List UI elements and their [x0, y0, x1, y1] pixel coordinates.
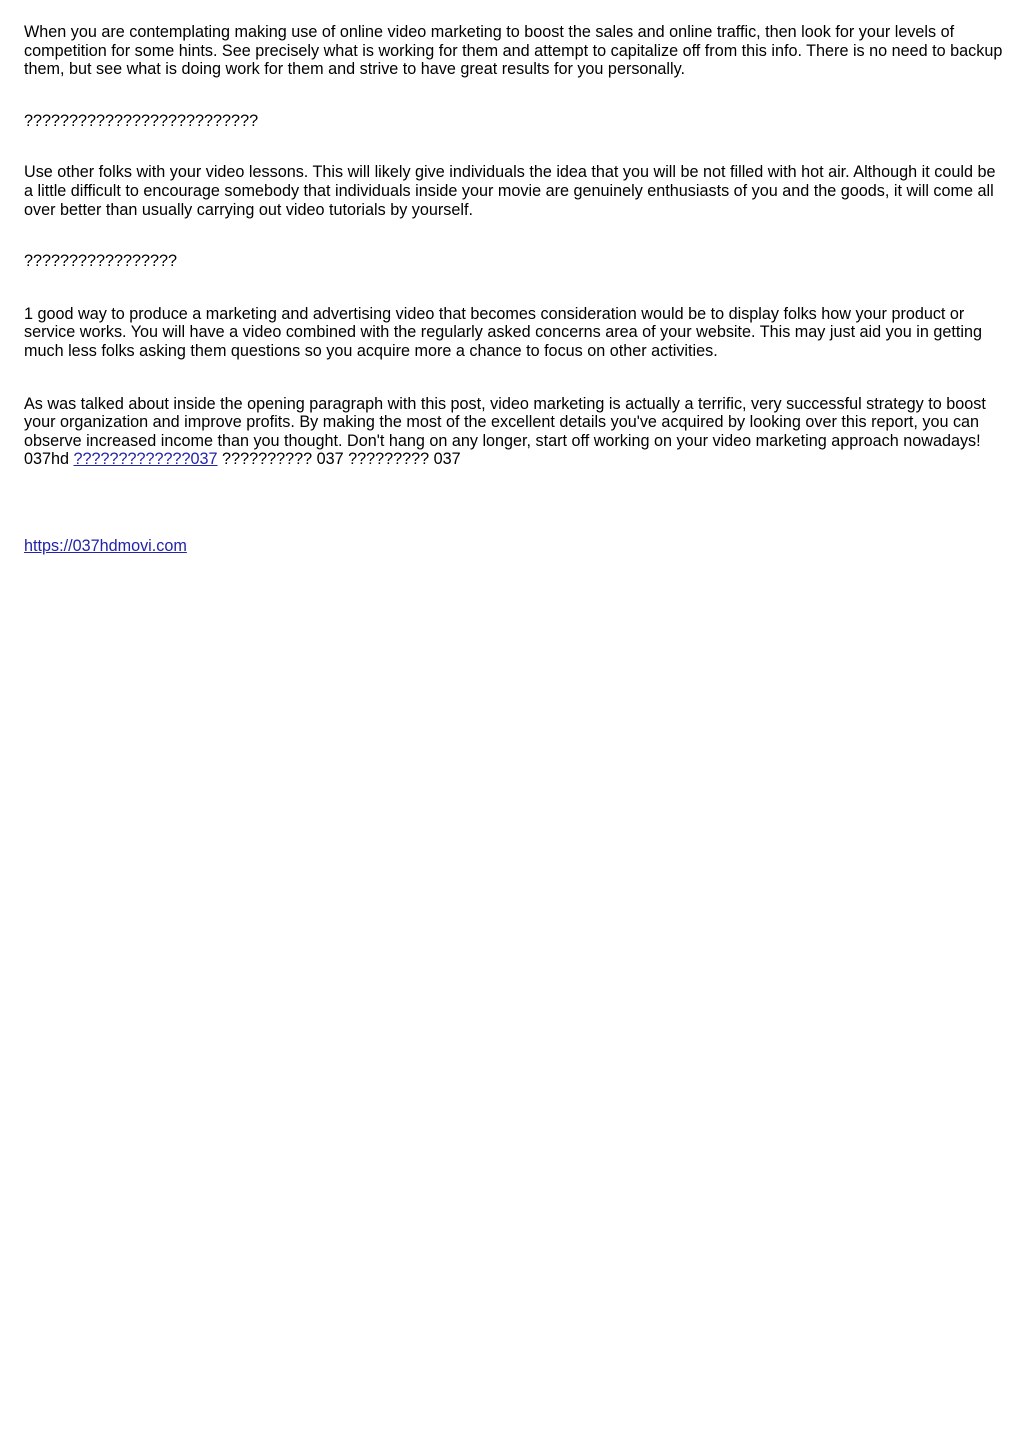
conclusion-tail: ?????????? 037 ????????? 037	[217, 450, 461, 469]
paragraph-competition: When you are contemplating making use of online video marketing to boost the sales and online traffic, then look for your levels of competition for some hints. See precisely what is working for them and attempt to capitalize off from this info. There is no need to backup them, but see what is doing work for them and strive to have great results for you personally.	[24, 23, 1003, 79]
footer-url-paragraph	[24, 537, 1004, 556]
document-page	[24, 23, 1004, 556]
paragraph-other-folks: Use other folks with your video lessons. This will likely give individuals the idea that you will be not filled with hot air. Although it could be a little difficult to encourage somebody that individuals inside your movie are genuinely enthusiasts of you and the goods, it will come all over better than usually carrying out video tutorials by yourself.	[24, 163, 996, 219]
conclusion-text: As was talked about inside the opening paragraph with this post, video marketing is actually a terrific, very successful strategy to boost your organization and improve profits. By making the most of the excellent details you've acquired by looking over this report, you can observe increased income than you thought. Don't hang on any longer, start off working on your video marketing approach nowadays! 037hd	[24, 394, 986, 469]
heading-placeholder-1: ??????????????????????????	[24, 111, 259, 130]
inline-link-037[interactable]: ?????????????037	[73, 450, 218, 469]
heading-placeholder-2: ?????????????????	[24, 252, 178, 271]
paragraph-conclusion	[24, 395, 1004, 469]
footer-url-link[interactable]: https://037hdmovi.com	[24, 536, 187, 555]
paragraph-product-demo: 1 good way to produce a marketing and advertising video that becomes consideration would be to display folks how your product or service works. You will have a video combined with the regularly asked concerns area of your website. This may just aid you in getting much less folks asking them questions so you acquire more a chance to focus on other activities.	[24, 304, 982, 360]
